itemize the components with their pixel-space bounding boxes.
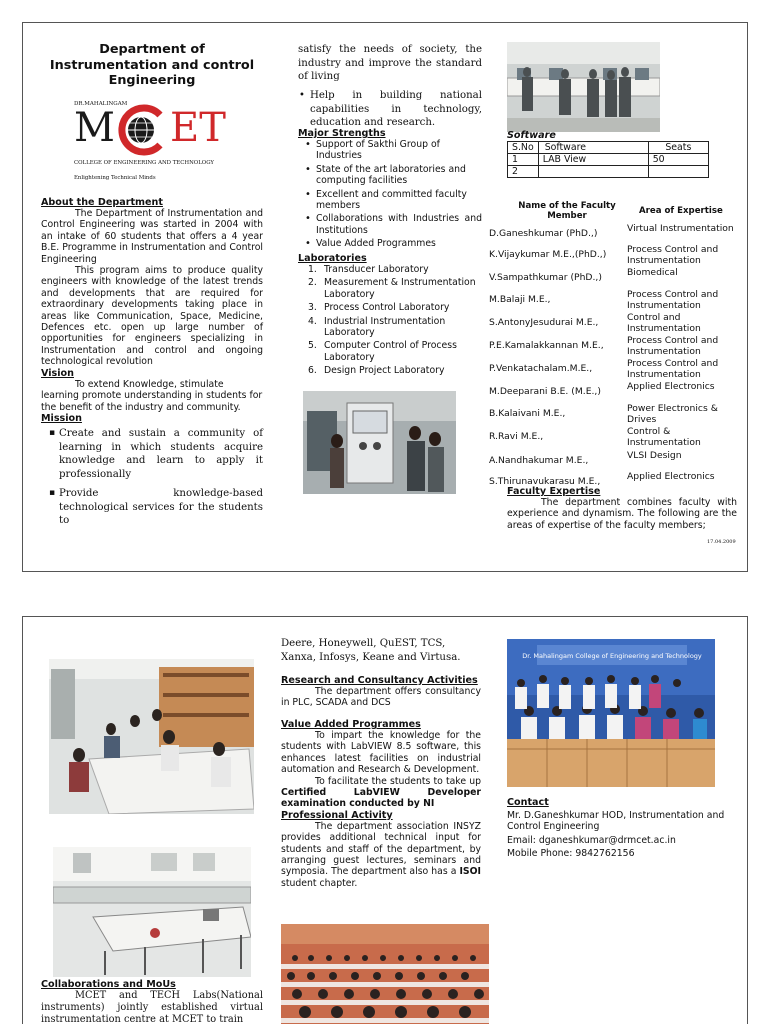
software-heading: Software: [507, 130, 556, 141]
mission-item: • Help in building national capabilities in technology, education and research.: [298, 89, 482, 130]
lab-name: Industrial Instrumentation Laboratory: [324, 315, 446, 339]
faculty-area: Biomedical: [627, 267, 678, 278]
lab-item: [298, 316, 482, 339]
lab-photo-software: [507, 42, 660, 132]
vision-heading: Vision: [41, 367, 74, 379]
lab-number: 1.: [308, 264, 317, 275]
contact-phone: Mobile Phone: 9842762156: [507, 848, 635, 860]
strength-item: • Value Added Programmes: [304, 238, 482, 249]
lab-name: Computer Control of Process Laboratory: [324, 340, 457, 363]
photo-classroom: [281, 924, 489, 1024]
companies-text: Deere, Honeywell, QuEST, TCS, Xanxa, Infosys, Keane and Virtusa.: [281, 638, 461, 663]
faculty-name: B.Kalaivani M.E.,: [489, 408, 566, 419]
about-paragraph-2: This program aims to produce quality engineers with knowledge of the latest trends and developments that are required for extraordinary developments taking place in areas like Communication, Space, Medicine, Defences etc. open up large number of opportunities for engineers specializing in Instrumentation and control and ongoing technological revolution: [41, 265, 263, 368]
prof-text-end: student chapter.: [281, 877, 358, 889]
vap-heading: Value Added Programmes: [281, 719, 421, 730]
header-seats: Seats: [648, 142, 708, 154]
faculty-name: S.AntonyJesudurai M.E.,: [489, 317, 599, 328]
expertise-section: [507, 486, 737, 531]
faculty-area-header: Area of Expertise: [639, 206, 723, 216]
logo-letter-m: M: [74, 105, 115, 151]
faculty-name: M.Balaji M.E.,: [489, 294, 551, 305]
strengths-section: [298, 128, 482, 250]
cell-software: LAB View: [538, 154, 648, 166]
cell-sno: 2: [508, 166, 539, 178]
vap-lead: To facilitate the students to take up: [315, 775, 481, 787]
about-heading: About the Department: [41, 197, 163, 208]
labs-section: [298, 253, 482, 379]
print-date: 17.04.2009: [707, 539, 736, 545]
lab-photo-process-control: [303, 391, 456, 494]
expertise-text: The department combines faculty with experience and dynamism. The following are the areas of expertise of the faculty members;: [507, 497, 737, 531]
lab-item: [298, 365, 482, 376]
photo-lab-room: [53, 847, 251, 977]
software-table: [507, 141, 709, 178]
vision-text: To extend Knowledge, stimulate learning promote understanding in students for the benefit of the industry and community.: [41, 378, 263, 413]
prof-text-start: The department association INSYZ provides additional technical input for students and staff of the department, by arranging guest lectures, seminars and symposia. The department also has a: [281, 820, 481, 878]
faculty-name: A.Nandhakumar M.E.,: [489, 455, 589, 466]
faculty-name-header: Name of the Faculty Member: [518, 201, 616, 221]
strength-item: • State of the art laboratories and computing facilities: [304, 164, 482, 187]
header-sno: S.No: [508, 142, 539, 154]
logo-motto: Enlightening Technical Minds: [74, 175, 156, 181]
faculty-area: Process Control and Instrumentation: [627, 289, 719, 311]
strength-item: • Excellent and committed faculty members: [304, 189, 482, 212]
collab-text: MCET and TECH Labs(National instruments) jointly established virtual instrumentation centre at MCET to train: [41, 990, 263, 1024]
strengths-heading: Major Strengths: [298, 128, 386, 139]
logo-letters-et: ET: [170, 105, 226, 151]
research-text: The department offers consultancy in PLC, SCADA and DCS: [281, 686, 481, 709]
cell-seats: [648, 166, 708, 178]
cell-software: [538, 166, 648, 178]
labs-list: [298, 264, 482, 377]
contact-section: [507, 797, 737, 860]
mission-list-continued: [298, 89, 482, 130]
prof-bold: ISOI: [459, 866, 481, 878]
table-row: [508, 154, 709, 166]
strength-item: • Support of Sakthi Group of Industries: [304, 139, 482, 162]
faculty-name: D.Ganeshkumar (PhD.,): [489, 228, 598, 239]
lab-number: 3.: [308, 302, 317, 314]
lab-number: 6.: [308, 365, 317, 377]
faculty-name: K.Vijaykumar M.E.,(PhD.,): [489, 249, 607, 260]
research-heading: Research and Consultancy Activities: [281, 675, 478, 686]
table-row: [508, 166, 709, 178]
faculty-name: S.Thirunavukarasu M.E.,: [489, 476, 601, 487]
contact-name: Mr. D.Ganeshkumar HOD, Instrumentation and Control Engineering: [507, 810, 725, 833]
faculty-area: Control and Instrumentation: [627, 312, 701, 334]
vap-paragraph-2: [281, 776, 481, 810]
collab-heading: Collaborations and MoUs: [41, 979, 176, 990]
faculty-area: Power Electronics & Drives: [627, 403, 718, 425]
lab-item: [298, 277, 482, 300]
mission-heading: Mission: [41, 412, 82, 424]
globe-c-icon: [114, 103, 168, 157]
mission-continuation: satisfy the needs of society, the industry and improve the standard of living: [298, 44, 482, 83]
contact-heading: Contact: [507, 797, 549, 808]
faculty-area: Applied Electronics: [627, 381, 715, 392]
faculty-area: Process Control and Instrumentation: [627, 244, 719, 266]
expertise-heading: Faculty Expertise: [507, 486, 601, 497]
mission-item: ▪ Create and sustain a community of learning in which students acquire knowledge and learn to apply it professionally: [47, 427, 263, 481]
lab-number: 2.: [308, 277, 317, 289]
faculty-name: V.Sampathkumar (PhD.,): [489, 272, 602, 283]
department-title: Department of Instrumentation and control Engineering: [49, 42, 255, 89]
mcet-logo: [74, 101, 234, 187]
header-software: Software: [538, 142, 648, 154]
vap-bold: Certified LabVIEW Developer examination conducted by NI: [281, 787, 481, 810]
faculty-name: R.Ravi M.E.,: [489, 431, 544, 442]
faculty-name: P.E.Kamalakkannan M.E.,: [489, 340, 604, 351]
logo-college-name: COLLEGE OF ENGINEERING AND TECHNOLOGY: [74, 160, 214, 166]
vap-section: [281, 719, 481, 889]
faculty-area: Applied Electronics: [627, 471, 715, 482]
mission-list: [41, 427, 263, 528]
labs-heading: Laboratories: [298, 253, 367, 264]
about-paragraph-1: The Department of Instrumentation and Control Engineering was started in 2004 with an intake of 60 students that offers a 4 year B.E. Programme in Instrumentation and Control Engineering: [41, 208, 263, 265]
faculty-area: VLSI Design: [627, 450, 682, 461]
faculty-name: M.Deeparani B.E. (M.E.,): [489, 386, 601, 397]
collab-section: [41, 979, 263, 1024]
about-section: [41, 197, 263, 528]
strength-item: • Collaborations with Industries and Institutions: [304, 213, 482, 236]
faculty-area: Virtual Instrumentation: [627, 223, 734, 234]
lab-number: 5.: [308, 340, 317, 352]
table-header-row: [508, 142, 709, 154]
lab-number: 4.: [308, 315, 317, 327]
research-section: [281, 675, 481, 709]
lab-name: Transducer Laboratory: [324, 264, 429, 275]
mission-item: ▪ Provide knowledge-based technological services for the students to: [47, 487, 263, 528]
contact-email[interactable]: Email: dganeshkumar@drmcet.ac.in: [507, 834, 676, 846]
lab-name: Design Project Laboratory: [324, 365, 445, 377]
lab-item: [298, 302, 482, 313]
brochure-page-1: [22, 22, 748, 572]
cell-seats: 50: [648, 154, 708, 166]
banner-text: Dr. Mahalingam College of Engineering and Technology: [522, 652, 702, 660]
faculty-area: Control & Instrumentation: [627, 426, 701, 448]
lab-name: Measurement & Instrumentation Laboratory: [324, 277, 476, 300]
cell-sno: 1: [508, 154, 539, 166]
lab-name: Process Control Laboratory: [324, 302, 450, 314]
photo-group: [507, 639, 715, 787]
faculty-area: Process Control and Instrumentation: [627, 335, 719, 357]
logo-top-text: DR.MAHALINGAM: [74, 101, 128, 107]
faculty-name: P.Venkatachalam.M.E.,: [489, 363, 593, 374]
vap-paragraph-1: To impart the knowledge for the students with LabVIEW 8.5 software, this enhances latest facilities on industrial automation and Research & Development.: [281, 730, 481, 776]
prof-heading: Professional Activity: [281, 809, 393, 821]
lab-item: [298, 340, 482, 363]
brochure-page-2: [22, 616, 748, 1024]
lab-item: [298, 264, 482, 275]
prof-text: [281, 821, 481, 889]
strengths-list: [304, 139, 482, 250]
faculty-area: Process Control and Instrumentation: [627, 358, 719, 380]
photo-library: [49, 659, 254, 814]
